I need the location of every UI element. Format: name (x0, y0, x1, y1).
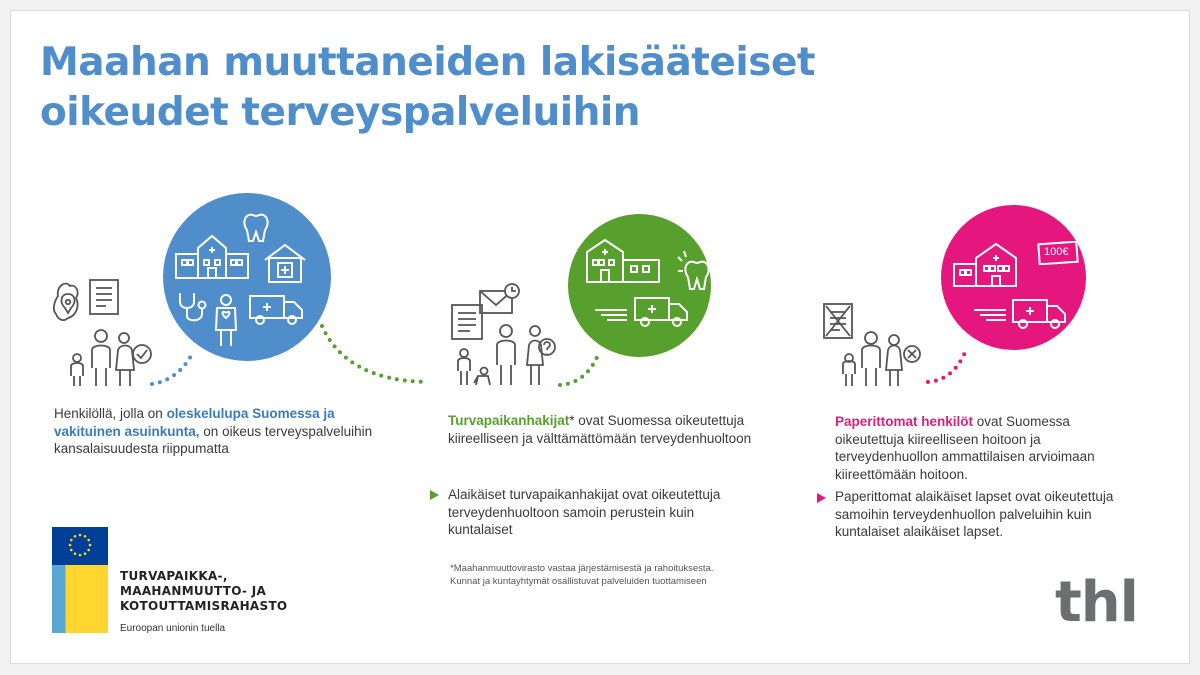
asylum-people-icon (450, 283, 562, 389)
residents-text (54, 405, 379, 458)
toothache-icon (676, 249, 720, 297)
eu-stars-icon (52, 527, 108, 565)
money-label: 100€ (1044, 246, 1069, 258)
eu-support-text: Euroopan unionin tuella (120, 623, 226, 634)
fund-logo-bar (52, 565, 108, 633)
bullet-arrow-icon (430, 490, 439, 500)
asylum-text (448, 412, 768, 447)
speed-lines-icon (972, 307, 1008, 321)
nurse-icon (214, 294, 238, 348)
residents-people-icon (50, 276, 160, 391)
bullet-arrow-icon (817, 493, 826, 503)
undocumented-text-rest: ovat Suomessa oikeutettuja kiireelliseen hoitoon ja terveydenhuollon ammattilaisen arvioimaan kiireettömään hoitoon. (835, 414, 1095, 482)
residents-to-asylum-connector (316, 320, 436, 390)
title-line-2: oikeudet terveyspalveluihin (40, 90, 641, 135)
money-banknote-icon (1037, 241, 1079, 265)
asylum-footnote (450, 562, 780, 588)
residents-text-rest: on oikeus terveyspalveluihin kansalaisuudesta riippumatta (54, 423, 373, 456)
tooth-icon (242, 212, 270, 244)
eu-flag (52, 527, 108, 565)
asylum-minors-bullet: Alaikäiset turvapaikanhakijat ovat oikeutettuja terveydenhuoltoon samoin perustein kuin kuntalaiset (448, 487, 721, 537)
asylum-dotted-connector (556, 345, 606, 390)
page-title (40, 38, 815, 138)
fund-name-line-1: TURVAPAIKKA-, (120, 569, 228, 583)
stethoscope-icon (176, 290, 212, 326)
undocumented-people-icon (822, 300, 924, 390)
speed-lines-icon (593, 307, 629, 321)
ambulance-icon (248, 292, 306, 326)
fund-name-line-3: KOTOUTTAMISRAHASTO (120, 599, 288, 613)
residents-highlight: oleskelulupa Suomessa ja vakituinen asuinkunta, (54, 406, 335, 439)
hospital-icon (174, 228, 250, 280)
ambulance-icon (1011, 296, 1069, 330)
residents-text-intro: Henkilöllä, jolla on (54, 406, 167, 421)
undocumented-dotted-connector (924, 340, 974, 388)
undocumented-minors-bullet: Paperittomat alaikäiset lapset ovat oikeutettuja samoihin terveydenhuollon palveluihin kuin kuntalaiset alaikäiset lapset. (835, 489, 1114, 539)
asylum-text-rest: * ovat Suomessa oikeutettuja kiireelliseen ja välttämättömään terveydenhuoltoon (448, 413, 752, 446)
footnote-line-1: *Maahanmuuttovirasto vastaa järjestämisestä ja rahoituksesta. (450, 563, 714, 574)
fund-name-line-2: MAAHANMUUTTO- JA (120, 584, 267, 598)
hospital-icon (583, 234, 661, 284)
undocumented-highlight: Paperittomat henkilöt (835, 414, 974, 429)
residents-dotted-connector (148, 340, 198, 390)
hospital-icon (952, 238, 1030, 288)
fund-name (120, 569, 287, 614)
footnote-line-2: Kunnat ja kuntayhtymät osallistuvat palveluiden tuottamiseen (450, 576, 707, 587)
ambulance-icon (633, 294, 691, 328)
title-line-1: Maahan muuttaneiden lakisääteiset (40, 40, 816, 85)
health-center-icon (263, 242, 307, 284)
thl-logo: thl (1055, 570, 1138, 635)
undocumented-text (835, 413, 1140, 483)
asylum-highlight: Turvapaikanhakijat (448, 413, 570, 428)
